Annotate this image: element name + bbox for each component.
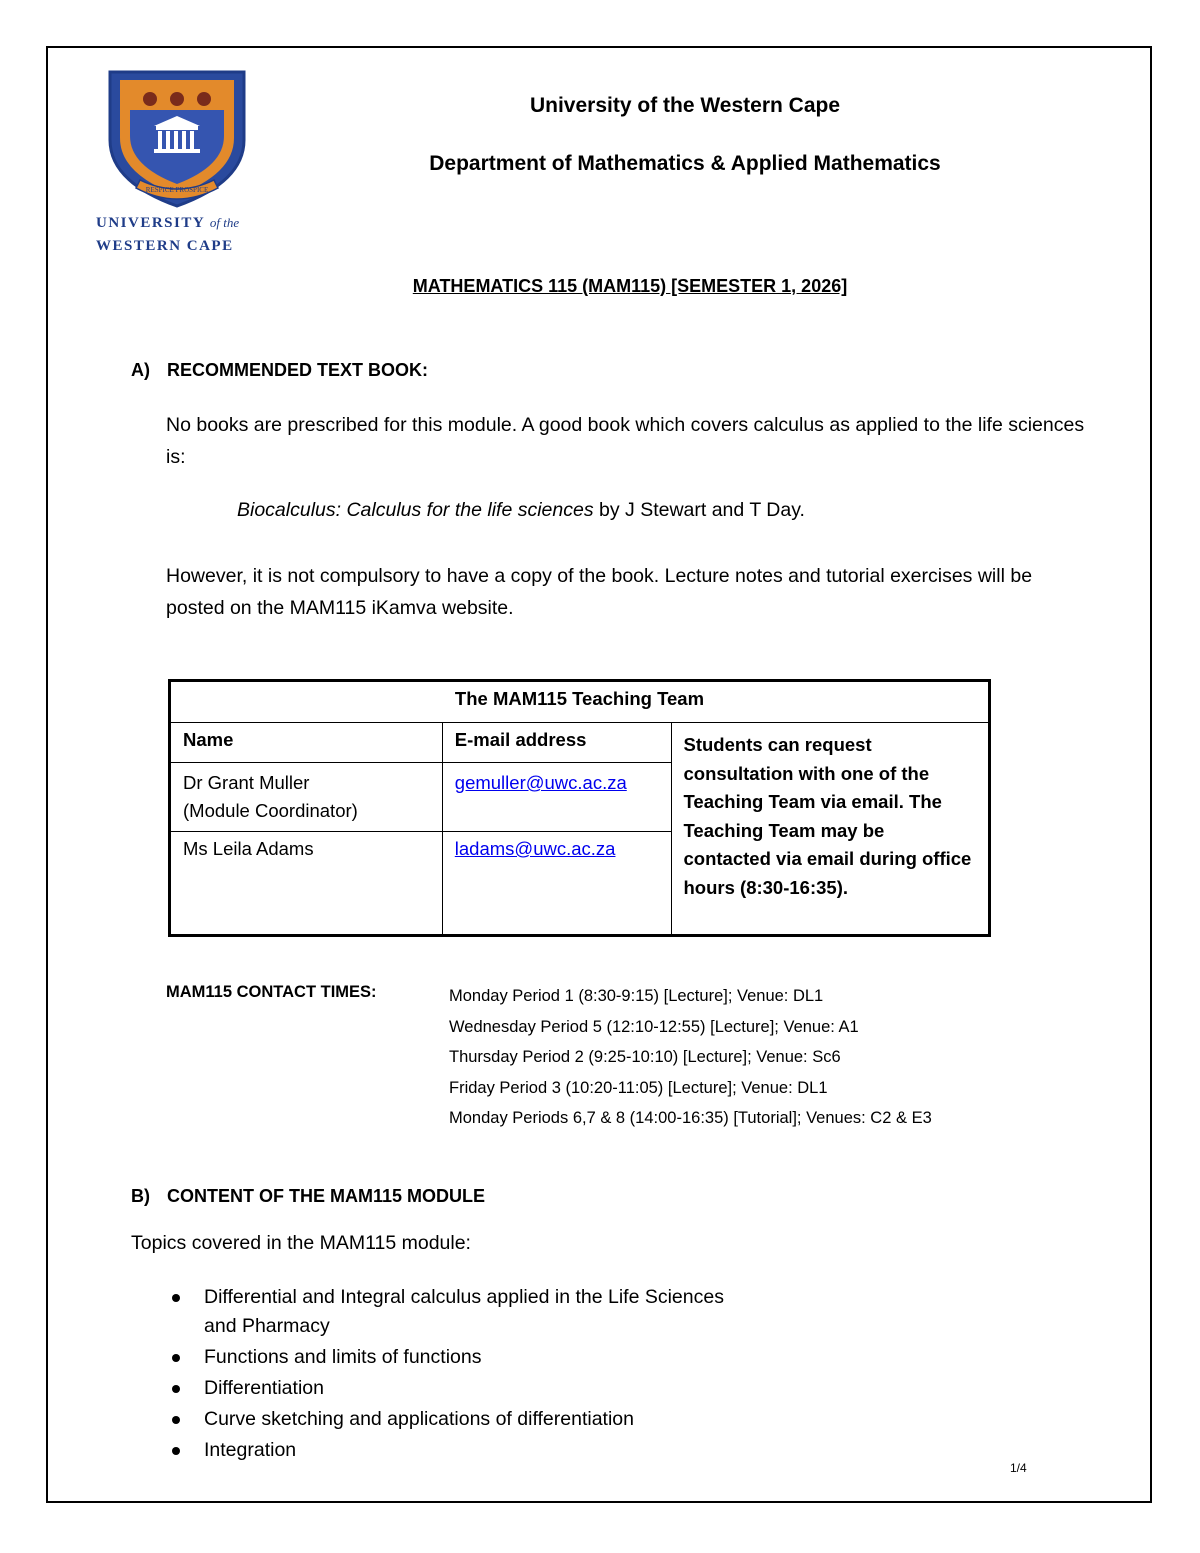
consultation-note: Students can request consultation with one of the Teaching Team via email. The Teaching Team may be contacted via email during office hours (8:30-16:35). [671, 723, 990, 936]
list-item: Functions and limits of functions [166, 1343, 744, 1372]
contact-times-label: MAM115 CONTACT TIMES: [166, 983, 377, 1001]
crest-icon [96, 70, 258, 210]
bullet-icon [172, 1354, 180, 1362]
list-item: Curve sketching and applications of differentiation [166, 1405, 744, 1434]
bullet-icon [172, 1294, 180, 1302]
list-item: Differentiation [166, 1374, 744, 1403]
list-item: Integration [166, 1436, 744, 1465]
col-header-name: Name [170, 723, 443, 763]
university-name: University of the Western Cape [529, 94, 841, 117]
list-item: Wednesday Period 5 (12:10-12:55) [Lecture]; Venue: A1 [449, 1017, 859, 1036]
col-header-email: E-mail address [442, 723, 671, 763]
table-caption: The MAM115 Teaching Team [170, 681, 990, 723]
page-title: MATHEMATICS 115 (MAM115) [SEMESTER 1, 2026] [412, 276, 848, 296]
table-row [170, 763, 443, 832]
logo-line1: UNIVERSITY of the [96, 215, 240, 231]
book-reference [237, 494, 805, 526]
teaching-team-table [168, 679, 991, 937]
email-link-adams[interactable]: ladams@uwc.ac.za [454, 838, 616, 859]
logo-line2: WESTERN CAPE [96, 238, 234, 254]
bullet-icon [172, 1416, 180, 1424]
book-authors: by J Stewart and T Day. [593, 499, 805, 521]
list-item: Differential and Integral calculus applied in the Life Sciences and Pharmacy [166, 1283, 744, 1341]
bullet-icon [172, 1385, 180, 1393]
topics-intro: Topics covered in the MAM115 module: [131, 1232, 471, 1254]
page-number: 1/4 [1010, 1461, 1027, 1475]
email-link-muller[interactable]: gemuller@uwc.ac.za [454, 772, 627, 793]
book-title: Biocalculus: Calculus for the life sciences [237, 499, 594, 521]
bullet-icon [172, 1447, 180, 1455]
topics-list [166, 1283, 744, 1467]
section-a-heading: A) RECOMMENDED TEXT BOOK: [131, 360, 428, 380]
list-item: Thursday Period 2 (9:25-10:10) [Lecture]; Venue: Sc6 [449, 1048, 841, 1066]
list-item: Friday Period 3 (10:20-11:05) [Lecture]; Venue: DL1 [449, 1078, 828, 1097]
crest-motto: RESPICE PROSPICE [145, 186, 209, 194]
table-row [442, 832, 671, 936]
list-item: Monday Period 1 (8:30-9:15) [Lecture]; Venue: DL1 [449, 987, 824, 1005]
member-name: Ms Leila Adams [183, 838, 314, 859]
table-row [442, 763, 671, 832]
member-role: (Module Coordinator) [183, 800, 358, 821]
contact-times-list [449, 981, 932, 1134]
department-name: Department of Mathematics & Applied Mathematics [429, 152, 941, 175]
section-b-heading: B) CONTENT OF THE MAM115 MODULE [131, 1186, 486, 1206]
textbook-paragraph: No books are prescribed for this module. A good book which covers calculus as applied to the life sciences is: [166, 414, 1085, 468]
table-row [170, 832, 443, 936]
not-compulsory-paragraph: However, it is not compulsory to have a copy of the book. Lecture notes and tutorial exercises will be posted on the MAM115 iKamva website. [166, 565, 1033, 619]
member-name: Dr Grant Muller [183, 772, 310, 793]
university-logo [96, 70, 258, 260]
list-item: Monday Periods 6,7 & 8 (14:00-16:35) [Tutorial]; Venues: C2 & E3 [449, 1109, 932, 1127]
